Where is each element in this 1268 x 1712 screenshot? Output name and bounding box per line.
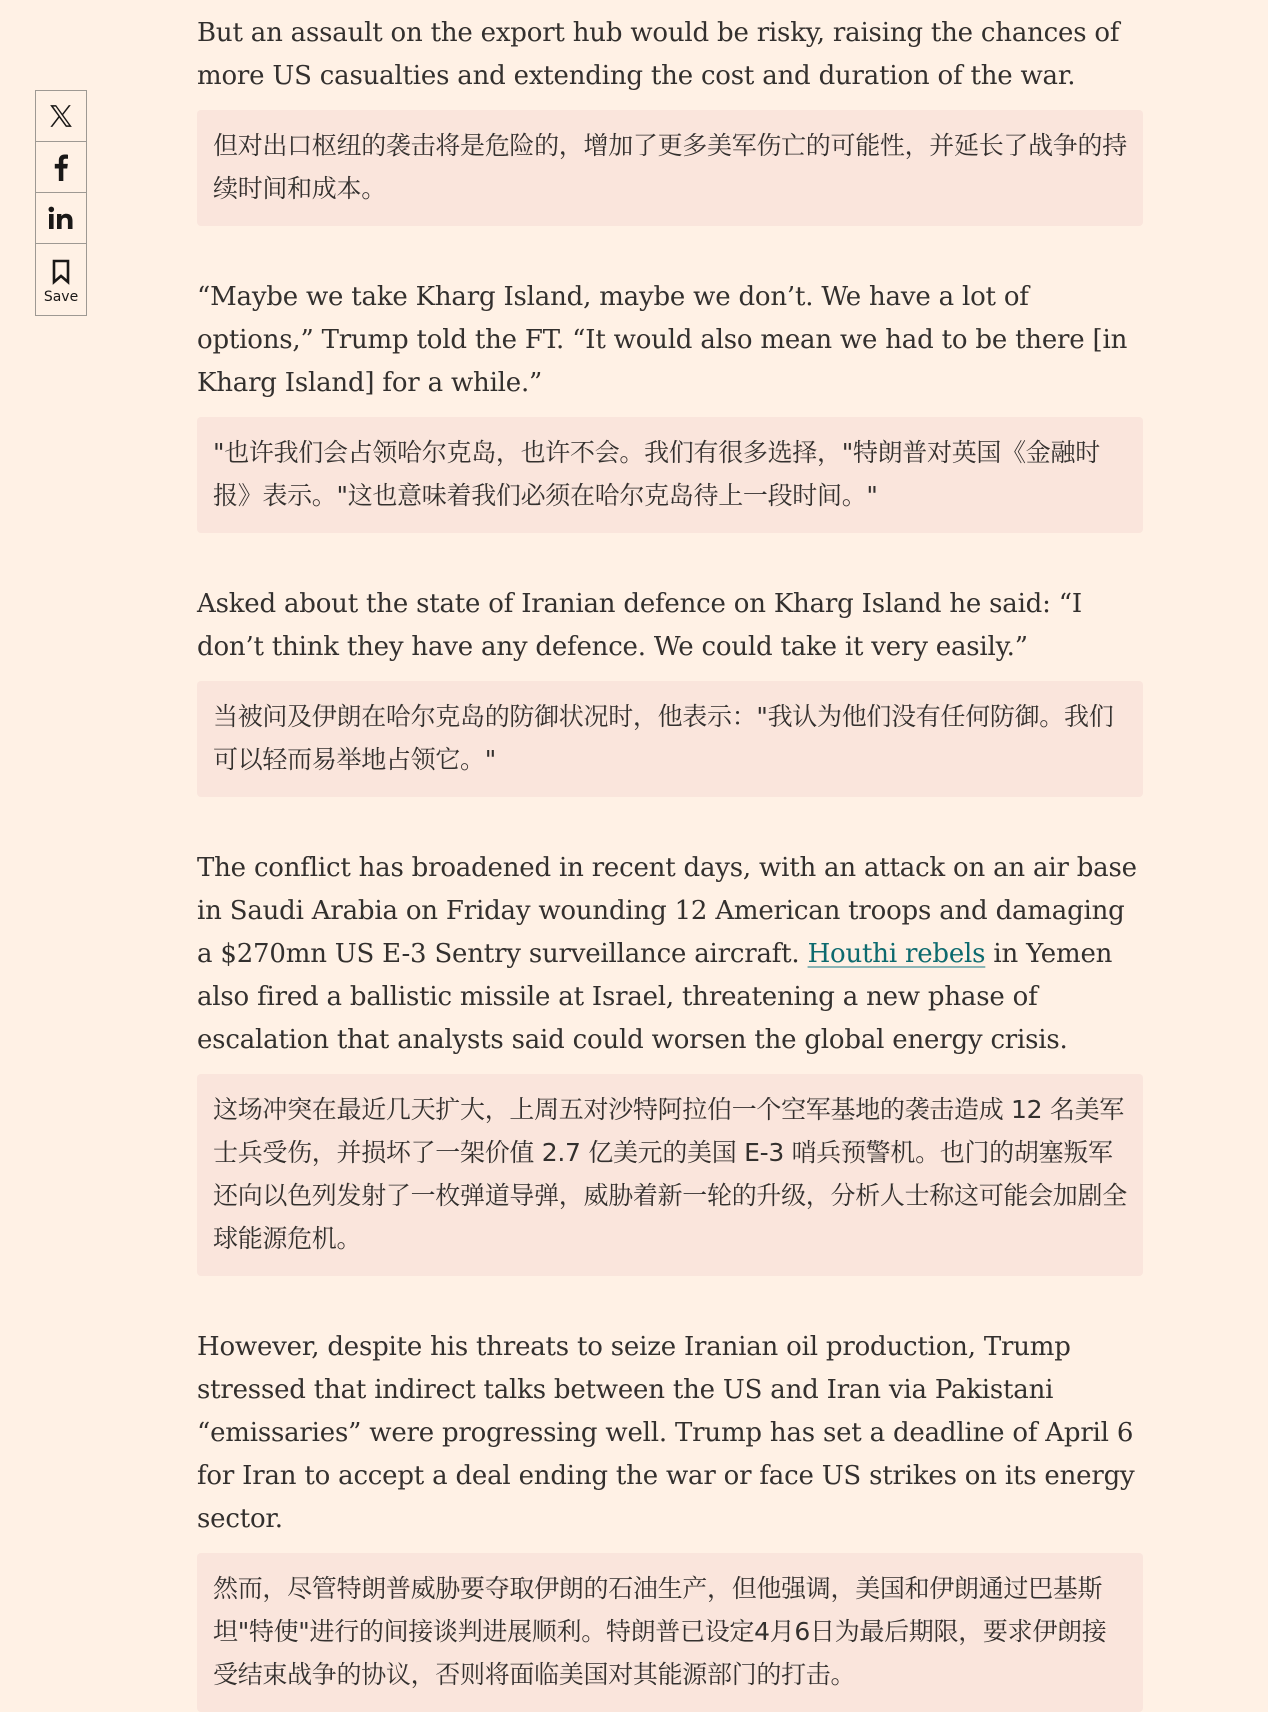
houthi-rebels-link[interactable]: Houthi rebels <box>807 939 986 969</box>
paragraph-translation: 但对出口枢纽的袭击将是危险的，增加了更多美军伤亡的可能性，并延长了战争的持续时间和成本。 <box>197 110 1143 226</box>
paragraph-en <box>197 847 1143 1062</box>
paragraph-en: Asked about the state of Iranian defence on Kharg Island he said: “I don’t think they have any defence. We could take it very easily.” <box>197 589 1082 662</box>
paragraph-translation: "也许我们会占领哈尔克岛，也许不会。我们有很多选择，"特朗普对英国《金融时报》表示。"这也意味着我们必须在哈尔克岛待上一段时间。" <box>197 417 1143 533</box>
paragraph-translation: 然而，尽管特朗普威胁要夺取伊朗的石油生产，但他强调，美国和伊朗通过巴基斯坦"特使"进行的间接谈判进展顺利。特朗普已设定4月6日为最后期限，要求伊朗接受结束战争的协议，否则将面临美国对其能源部门的打击。 <box>197 1553 1143 1712</box>
facebook-icon <box>53 153 69 181</box>
share-x-button[interactable] <box>36 91 86 142</box>
paragraph-en: But an assault on the export hub would be risky, raising the chances of more US casualties and extending the cost and duration of the war. <box>197 18 1120 91</box>
share-rail <box>35 90 87 316</box>
share-facebook-button[interactable] <box>36 142 86 193</box>
paragraph-translation: 当被问及伊朗在哈尔克岛的防御状况时，他表示："我认为他们没有任何防御。我们可以轻而易举地占领它。" <box>197 681 1143 797</box>
save-button[interactable] <box>36 244 86 315</box>
save-label: Save <box>43 288 79 305</box>
linkedin-icon <box>48 206 74 230</box>
paragraph-text-before-link: The conflict has broadened in recent days, with an attack on an air base in Saudi Arabia on Friday wounding 12 American troops and damaging a $270mn US E-3 Sentry surveillance aircraft. <box>197 853 1137 969</box>
paragraph-en: However, despite his threats to seize Iranian oil production, Trump stressed that indirect talks between the US and Iran via Pakistani “emissaries” were progressing well. Trump has set a deadline of April 6 for Iran to accept a deal ending the war or face US strikes on its energy sector. <box>197 1332 1135 1534</box>
bookmark-icon <box>52 259 70 285</box>
paragraph-en: “Maybe we take Kharg Island, maybe we don’t. We have a lot of options,” Trump told the FT. “It would also mean we had to be there [in Kharg Island] for a while.” <box>197 282 1128 398</box>
x-logo-icon <box>48 103 74 129</box>
paragraph-translation: 这场冲突在最近几天扩大，上周五对沙特阿拉伯一个空军基地的袭击造成 12 名美军士兵受伤，并损坏了一架价值 2.7 亿美元的美国 E-3 哨兵预警机。也门的胡塞叛军还向以色列发射了一枚弹道导弹，威胁着新一轮的升级，分析人士称这可能会加剧全球能源危机。 <box>197 1074 1143 1276</box>
share-linkedin-button[interactable] <box>36 193 86 244</box>
article-body <box>197 12 1143 1712</box>
paragraph-text-after-link: in Yemen also fired a ballistic missile at Israel, threatening a new phase of escalation that analysts said could worsen the global energy crisis. <box>197 939 1113 1055</box>
